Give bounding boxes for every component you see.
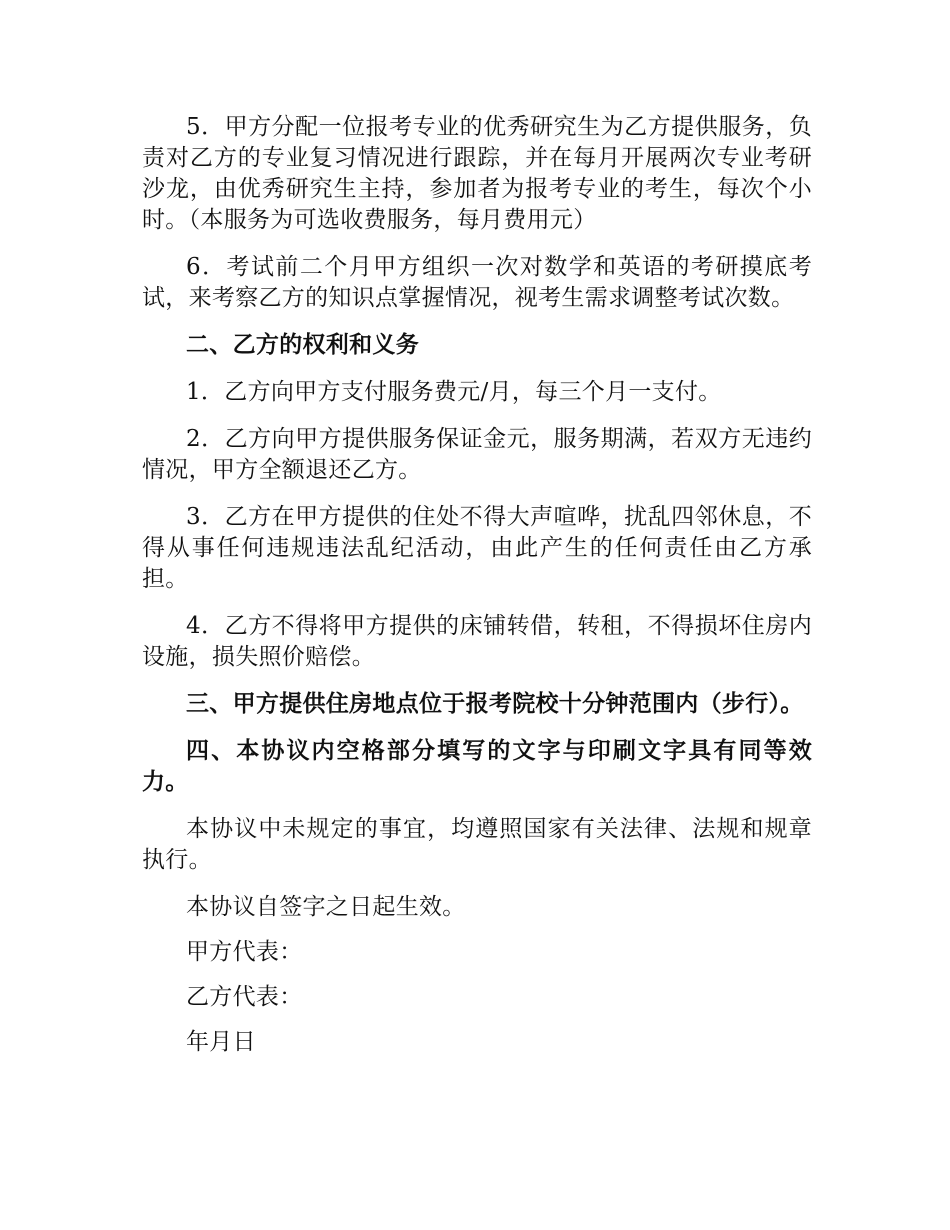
effective-date-paragraph: 本协议自签字之日起生效。 xyxy=(186,894,466,920)
section-2-heading: 二、乙方的权利和义务 xyxy=(186,332,419,358)
unregulated-matters-paragraph: 本协议中未规定的事宜，均遵照国家有关法律、法规和规章执行。 xyxy=(142,816,812,873)
party-b-clause-2: 2．乙方向甲方提供服务保证金元，服务期满，若双方无违约情况，甲方全额退还乙方。 xyxy=(142,426,812,483)
party-b-signature-line: 乙方代表： xyxy=(186,984,303,1010)
party-b-clause-3: 3．乙方在甲方提供的住处不得大声喧哗，扰乱四邻休息，不得从事任何违规违法乱纪活动，由此产生的任何责任由乙方承担。 xyxy=(142,504,812,592)
section-4-heading: 四、本协议内空格部分填写的文字与印刷文字具有同等效力。 xyxy=(142,738,812,795)
section-3-heading: 三、甲方提供住房地点位于报考院校十分钟范围内（步行）。 xyxy=(186,691,804,717)
document-page xyxy=(142,112,812,1072)
party-b-clause-4: 4．乙方不得将甲方提供的床铺转借，转租，不得损坏住房内设施，损失照价赔偿。 xyxy=(142,613,812,670)
clause-6-paragraph: 6．考试前二个月甲方组织一次对数学和英语的考研摸底考试，来考察乙方的知识点掌握情况，视考生需求调整考试次数。 xyxy=(142,254,812,311)
party-b-clause-1: 1．乙方向甲方支付服务费元/月，每三个月一支付。 xyxy=(186,379,722,405)
clause-5-paragraph: 5．甲方分配一位报考专业的优秀研究生为乙方提供服务，负责对乙方的专业复习情况进行跟踪，并在每月开展两次专业考研沙龙，由优秀研究生主持，参加者为报考专业的考生，每次个小时。（本服务为可选收费服务，每月费用元） xyxy=(142,114,812,233)
date-line: 年月日 xyxy=(186,1029,256,1055)
party-a-signature-line: 甲方代表： xyxy=(186,939,303,965)
